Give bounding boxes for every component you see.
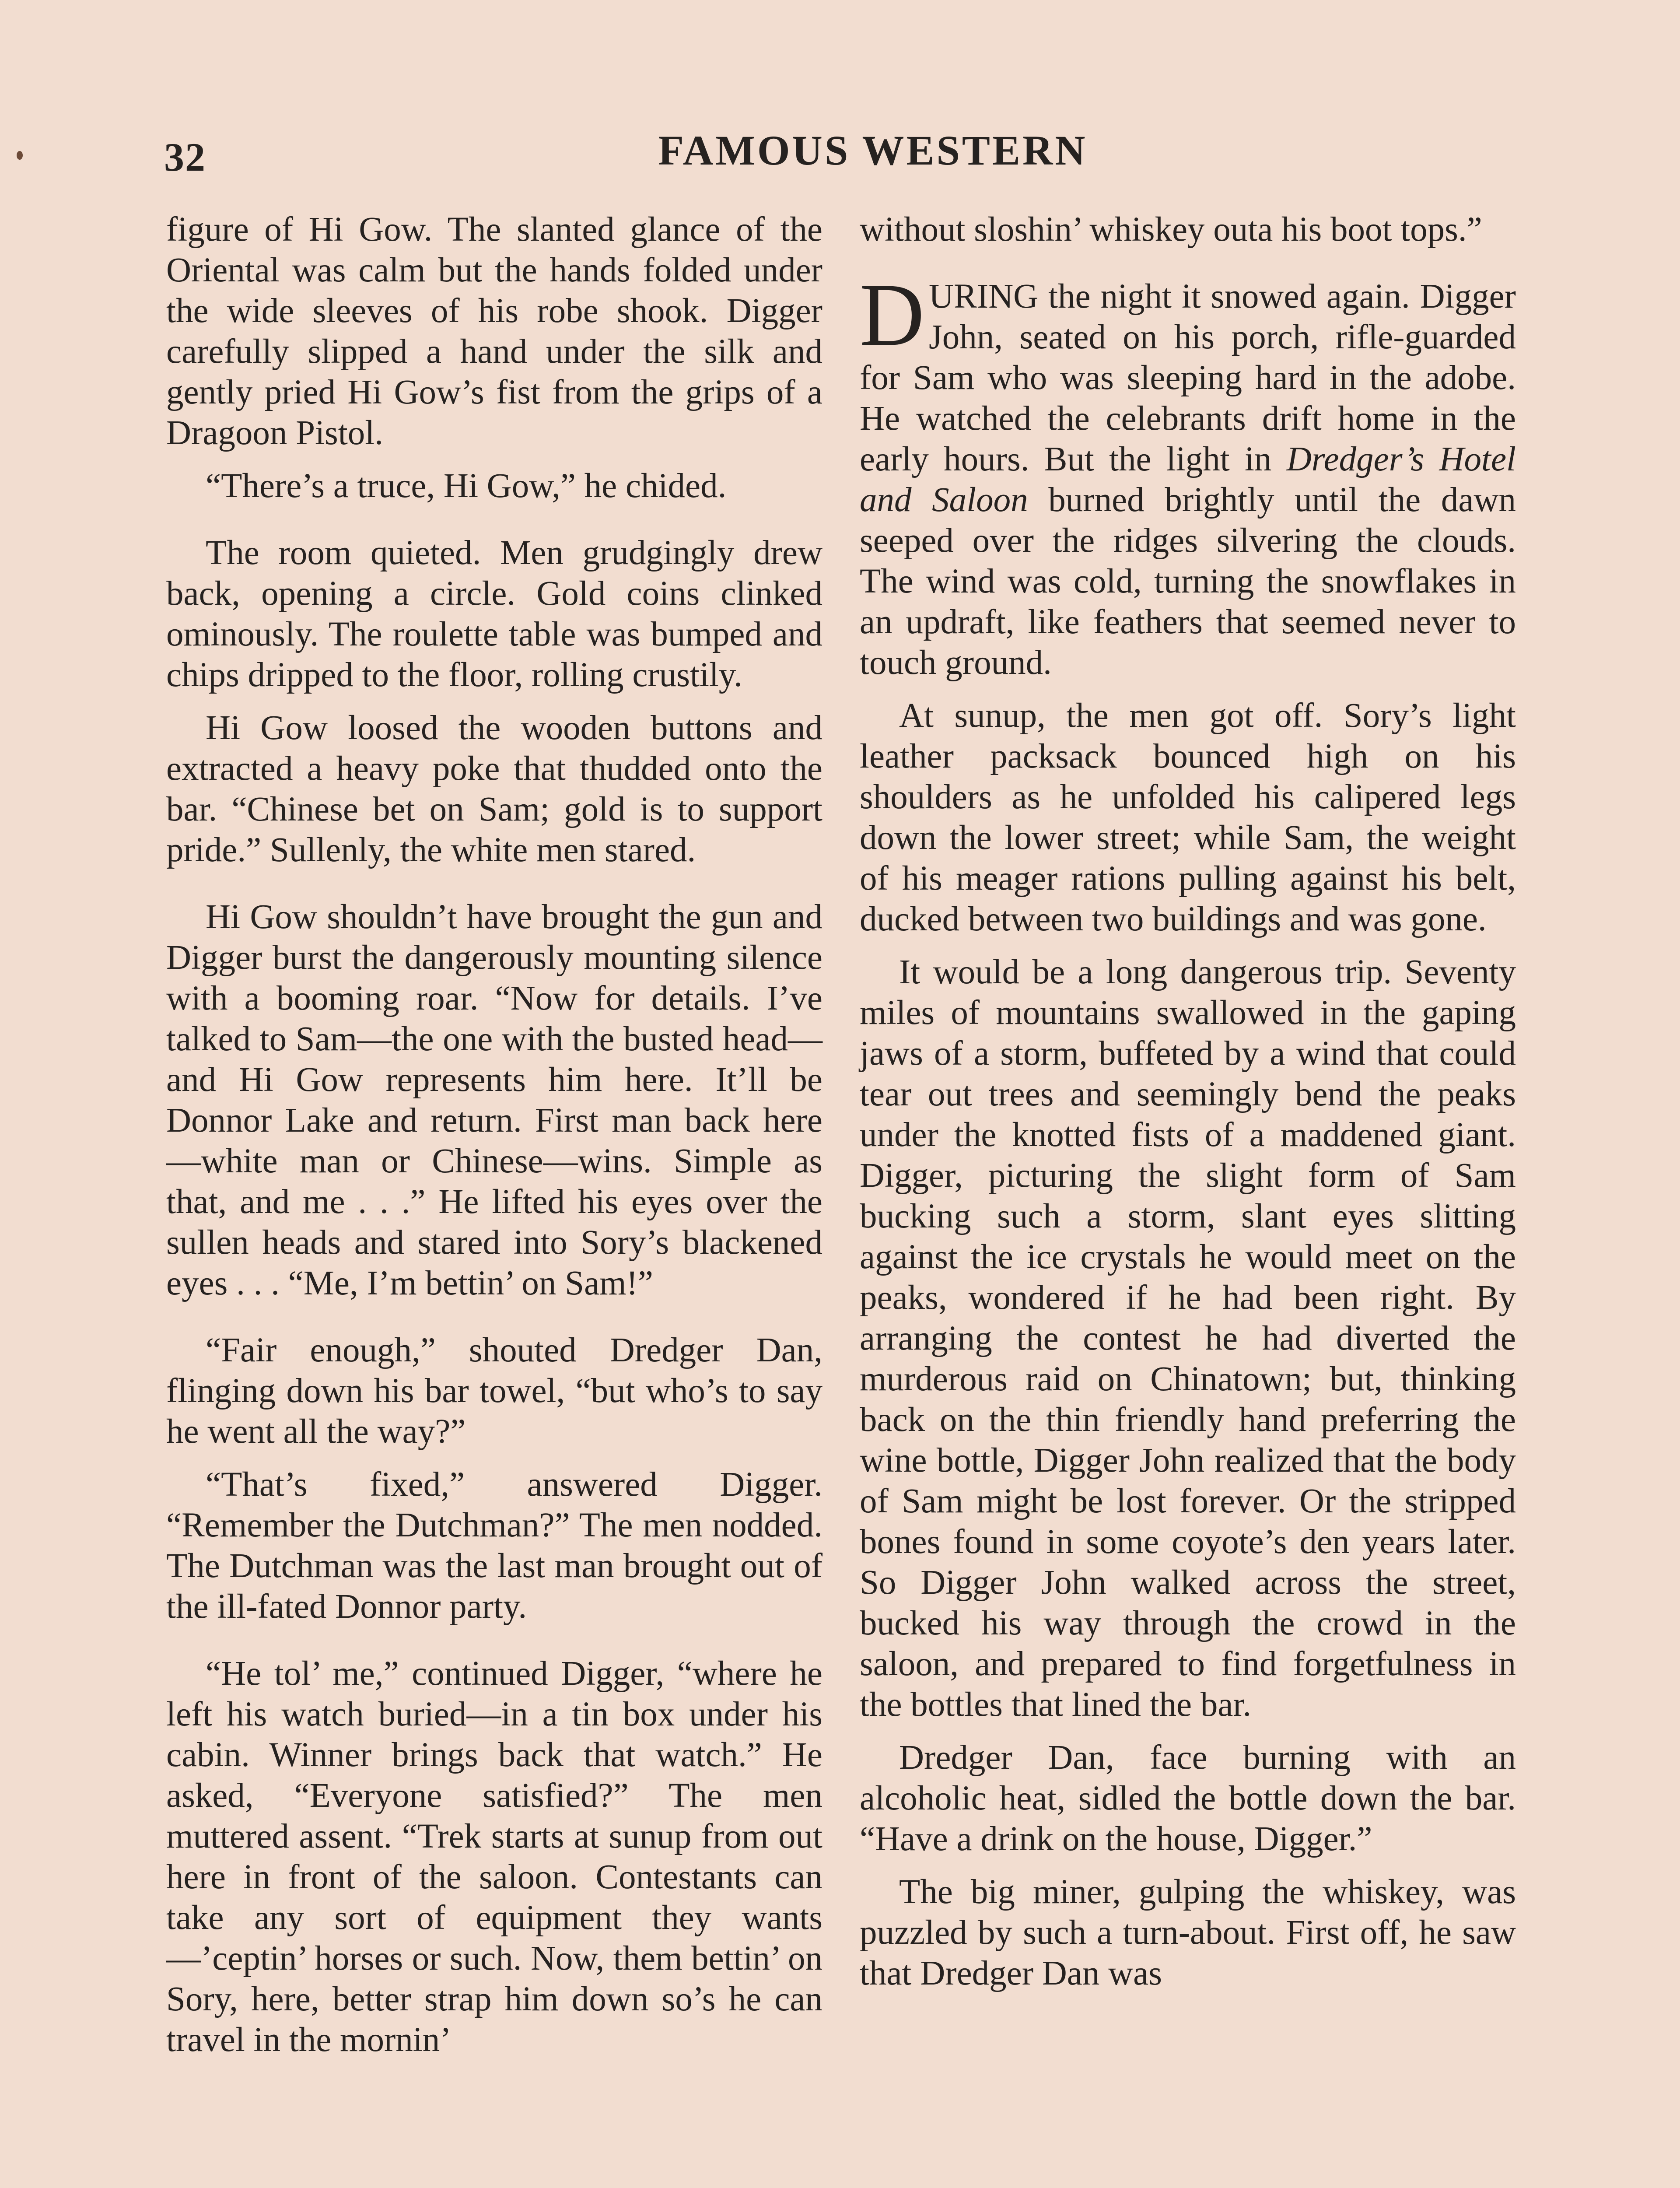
running-title: FAMOUS WESTERN <box>658 127 1088 174</box>
page-number: 32 <box>164 135 206 179</box>
paragraph: Hi Gow shouldn’t have brought the gun and Digger burst the dangerously mounting silence with a booming roar. “Now for details. I’ve talked to Sam—the one with the busted head—and Hi Gow represents him here. It’ll be Donnor Lake and return. First man back here—white man or Chinese—wins. Simple as that, and me . . .” He lifted his eyes over the sullen heads and stared into Sory’s blackened eyes . . . “Me, I’m bettin’ on Sam!” <box>166 898 822 1302</box>
paragraph: At sunup, the men got off. Sory’s light leather packsack bounced high on his shoulders as he unfolded his calipered legs down the lower street; while Sam, the weight of his meager rations pulling against his belt, ducked between two buildings and was gone. <box>860 697 1516 938</box>
paragraph-text: burned brightly until the dawn seeped over the ridges silvering the clouds. The wind was cold, turning the snowflakes in an updraft, like feathers that seemed never to touch ground. <box>860 481 1516 682</box>
paragraph: “That’s fixed,” answered Digger. “Remember the Dutchman?” The men nodded. The Dutchman was the last man brought out of the ill-fated Donnor party. <box>166 1466 822 1626</box>
paragraph: The big miner, gulping the whiskey, was puzzled by such a turn-about. First off, he saw that Dredger Dan was <box>860 1873 1516 1992</box>
paragraph: It would be a long dangerous trip. Seventy miles of mountains swallowed in the gaping jaws of a storm, buffeted by a wind that could tear out trees and seemingly bend the peaks under the knotted fists of a maddened giant. Digger, picturing the slight form of Sam bucking such a storm, slant eyes slitting against the ice crystals he would meet on the peaks, wondered if he had been right. By arranging the contest he had diverted the murderous raid on Chinatown; but, thinking back on the thin friendly hand preferring the wine bottle, Digger John realized that the body of Sam might be lost forever. Or the stripped bones found in some coyote’s den years later. So Digger John walked across the street, bucked his way through the crowd in the saloon, and prepared to find forgetfulness in the bottles that lined the bar. <box>860 953 1516 1724</box>
paragraph: The room quieted. Men grudgingly drew back, opening a circle. Gold coins clinked ominously. The roulette table was bumped and chips dripped to the floor, rolling crustily. <box>166 534 822 694</box>
page-blemish <box>17 151 23 160</box>
hotel-name: Dredger’s Hotel and Saloon <box>860 440 1516 519</box>
paragraph: “There’s a truce, Hi Gow,” he chided. <box>206 467 727 505</box>
paragraph-continuation: without sloshin’ whiskey outa his boot tops.” <box>860 210 1482 249</box>
section-opening-paragraph <box>860 265 1516 683</box>
right-column <box>860 209 1516 1994</box>
paragraph: Hi Gow loosed the wooden buttons and extracted a heavy poke that thudded onto the bar. “Chinese bet on Sam; gold is to support pride.” Sullenly, the white men stared. <box>166 709 822 869</box>
paragraph: Dredger Dan, face burning with an alcoholic heat, sidled the bottle down the bar. “Have a drink on the house, Digger.” <box>860 1739 1516 1858</box>
paragraph: figure of Hi Gow. The slanted glance of the Oriental was calm but the hands folded under the wide sleeves of his robe shook. Digger carefully slipped a hand under the silk and gently pried Hi Gow’s fist from the grips of a Dragoon Pistol. <box>166 210 822 452</box>
drop-cap: D <box>860 265 925 365</box>
left-column <box>166 209 822 2060</box>
paragraph: “He tol’ me,” continued Digger, “where he left his watch buried—in a tin box under his cabin. Winner brings back that watch.” He asked, “Everyone satisfied?” The men muttered assent. “Trek starts at sunup from out here in front of the saloon. Contestants can take any sort of equipment they wants —’ceptin’ horses or such. Now, them bettin’ on Sory, here, better strap him down so’s he can travel in the mornin’ <box>166 1655 822 2059</box>
lead-word: URING <box>929 277 1039 316</box>
paragraph: “Fair enough,” shouted Dredger Dan, flinging down his bar towel, “but who’s to say he went all the way?” <box>166 1331 822 1451</box>
page-header <box>164 122 1450 183</box>
paragraph-text: the night it snowed again. Digger John, seated on his porch, rifle-guarded for Sam who was sleeping hard in the adobe. He watched the celebrants drift home in the early hours. But the light in <box>860 277 1516 478</box>
